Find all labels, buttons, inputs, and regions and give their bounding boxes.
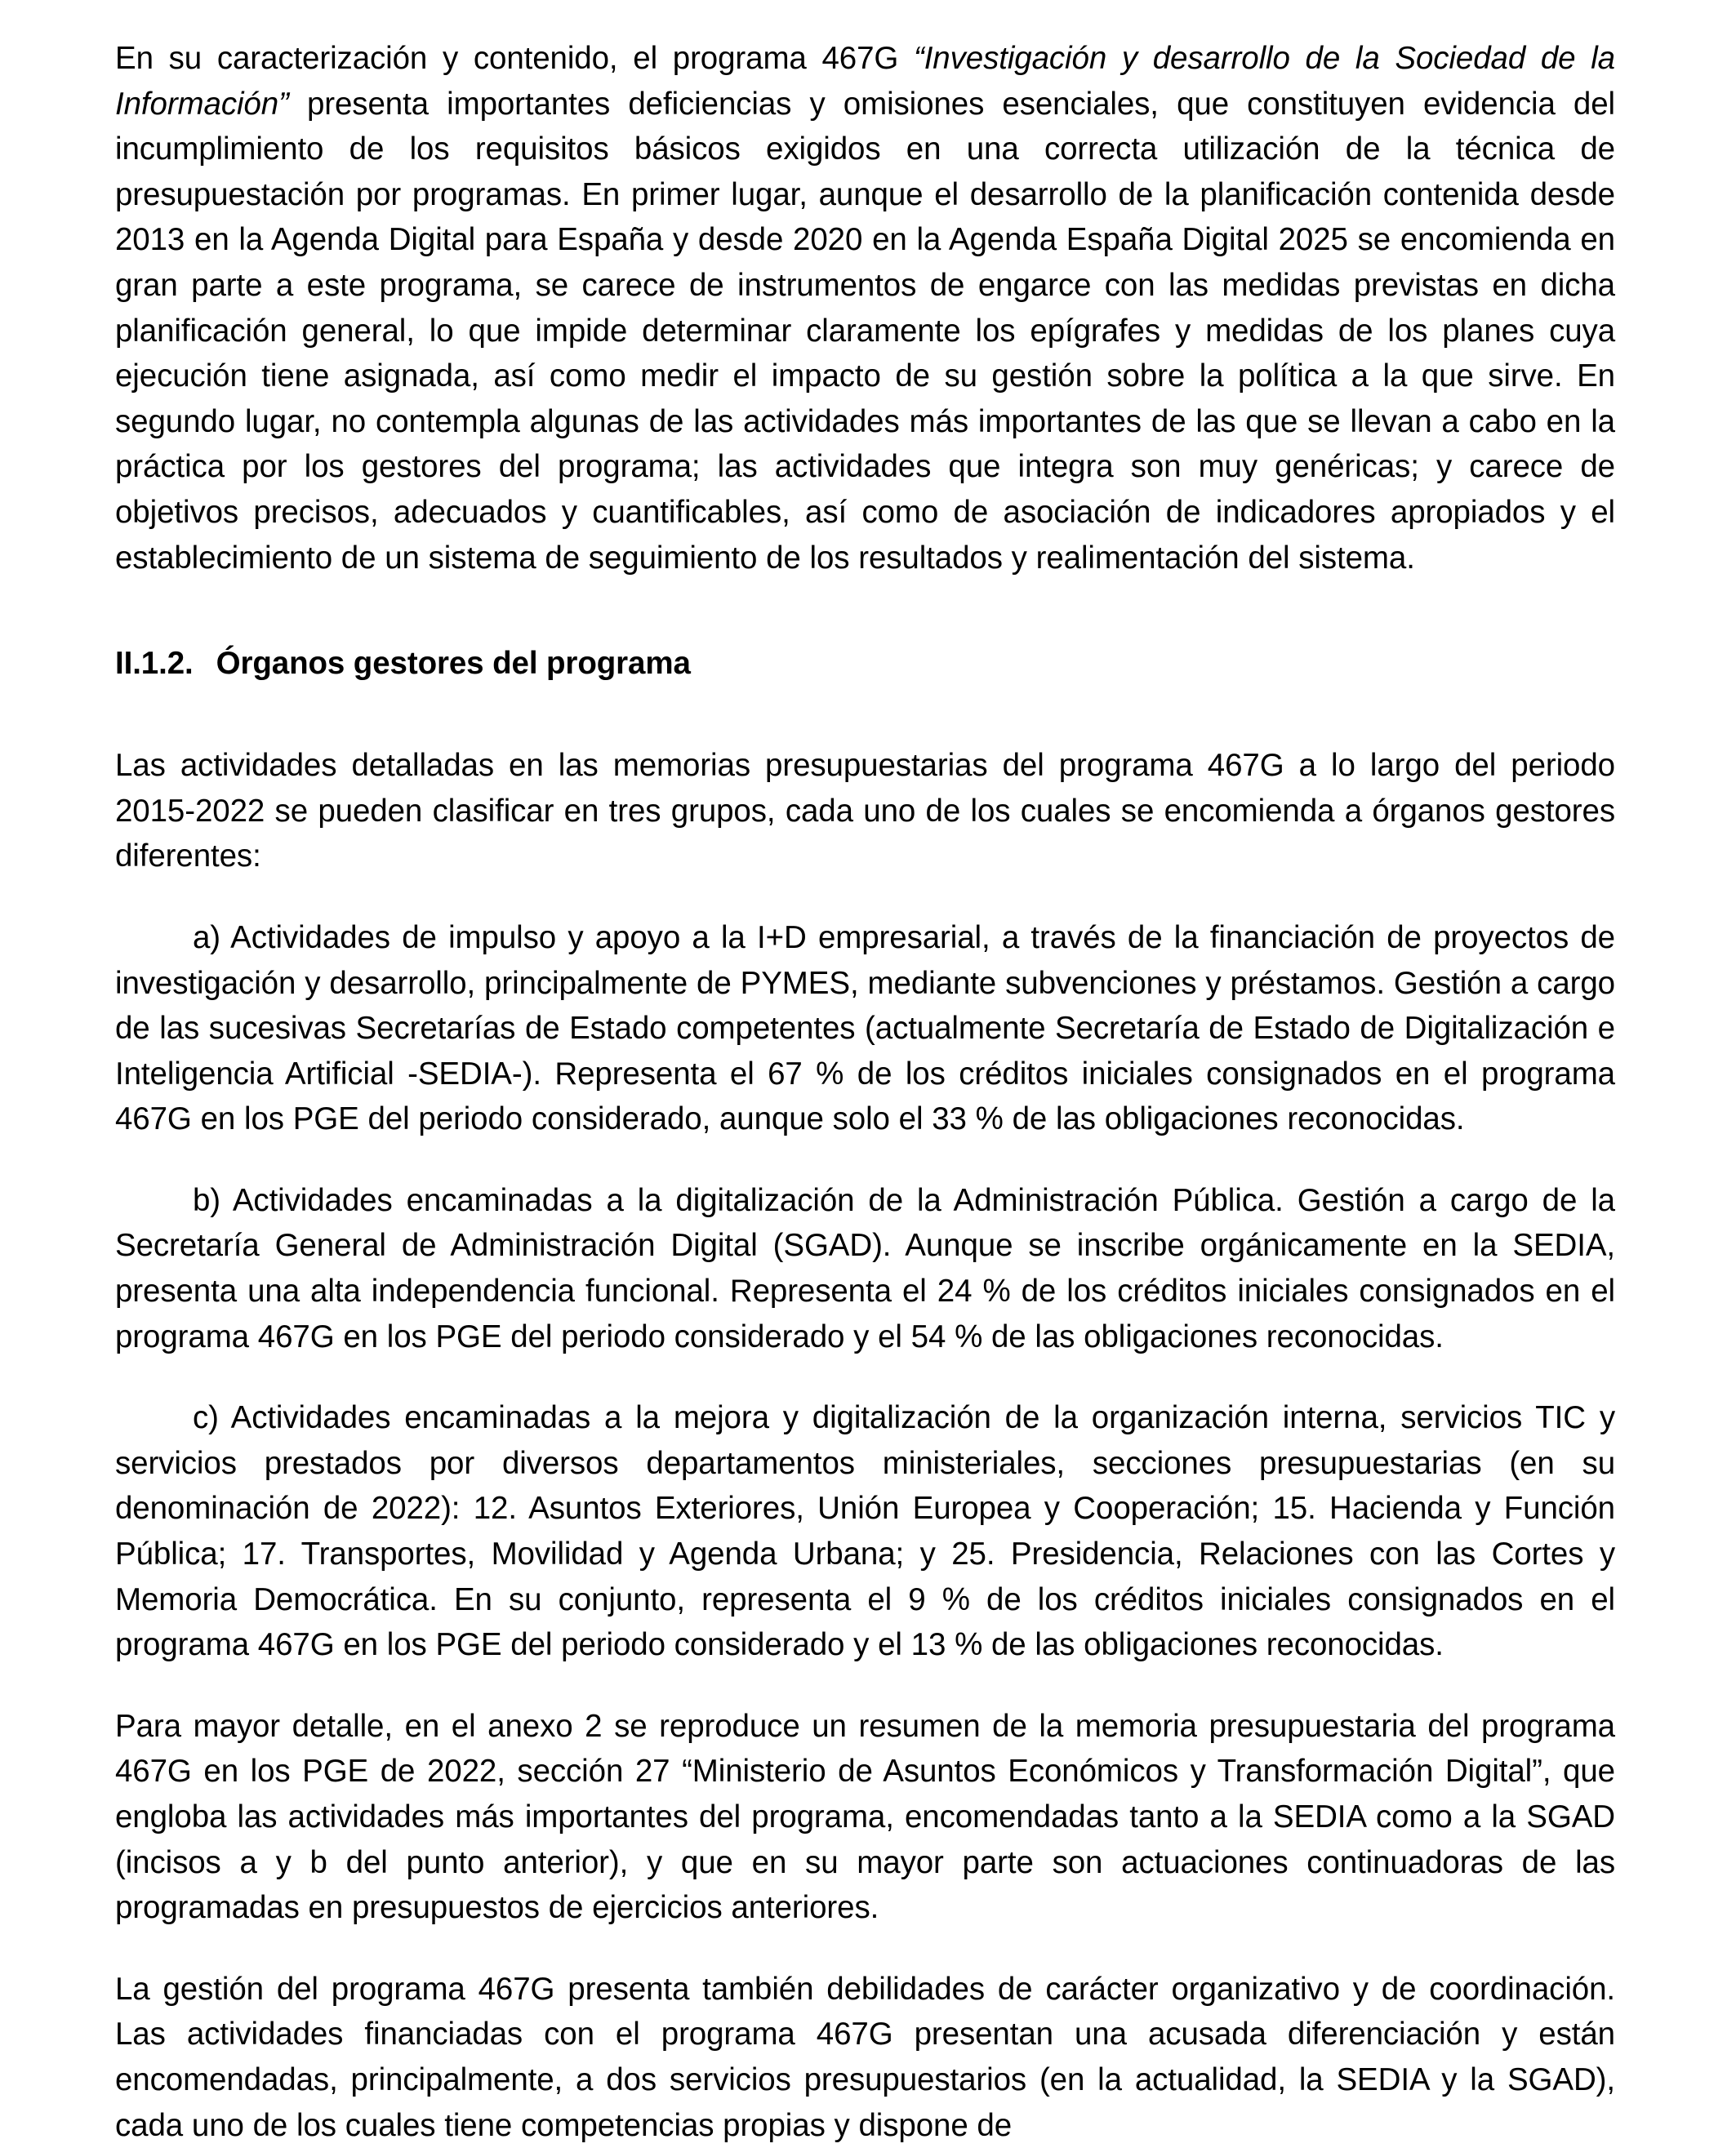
paragraph-item-b: b) Actividades encaminadas a la digitalización de la Administración Pública. Gestión a cargo de la Secretaría General de Administración Digital (SGAD). Aunque se inscribe orgánicamente en la SEDIA, presenta una alta independencia funcional. Representa el 24 % de los créditos iniciales consignados en el programa 467G en los PGE del periodo considerado y el 54 % de las obligaciones reconocidas.	[115, 1182, 1615, 1354]
intro-text-part-1: En su caracterización y contenido, el programa 467G	[115, 41, 914, 76]
paragraph-item-c: c) Actividades encaminadas a la mejora y digitalización de la organización interna, servicios TIC y servicios prestados por diversos departamentos ministeriales, secciones presupuestarias (en su denominación de 2022): 12. Asuntos Exteriores, Unión Europea y Cooperación; 15. Hacienda y Función Pública; 17. Transportes, Movilidad y Agenda Urbana; y 25. Presidencia, Relaciones con las Cortes y Memoria Democrática. En su conjunto, representa el 9 % de los créditos iniciales consignados en el programa 467G en los PGE del periodo considerado y el 13 % de las obligaciones reconocidas.	[115, 1400, 1615, 1663]
paragraph-gestion: La gestión del programa 467G presenta también debilidades de carácter organizativo y de coordinación. Las actividades financiadas con el programa 467G presentan una acusada diferenciación y están encomendadas, principalmente, a dos servicios presupuestarios (en la actualidad, la SEDIA y la SGAD), cada uno de los cuales tiene competencias propias y dispone de	[115, 1971, 1615, 2143]
program-title-italic: “Investigación y desarrollo de la Sociedad de la Información”	[115, 41, 1615, 122]
paragraph-anexo: Para mayor detalle, en el anexo 2 se reproduce un resumen de la memoria presupuestaria del programa 467G en los PGE de 2022, sección 27 “Ministerio de Asuntos Económicos y Transformación Digital”, que engloba las actividades más importantes del programa, encomendadas tanto a la SEDIA como a la SGAD (incisos a y b del punto anterior), y que en su mayor parte son actuaciones continuadoras de las programadas en presupuestos de ejercicios anteriores.	[115, 1708, 1615, 1926]
section-heading-number: II.1.2.	[115, 646, 194, 682]
intro-text-part-2: presenta importantes deficiencias y omisiones esenciales, que constituyen evidencia del incumplimiento de los requisitos básicos exigidos en una correcta utilización de la técnica de presupuestación por programas. En primer lugar, aunque el desarrollo de la planificación contenida desde 2013 en la Agenda Digital para España y desde 2020 en la Agenda España Digital 2025 se encomienda en gran parte a este programa, se carece de instrumentos de engarce con las medidas previstas en dicha planificación general, lo que impide determinar claramente los epígrafes y medidas de los planes cuya ejecución tiene asignada, así como medir el impacto de su gestión sobre la política a la que sirve. En segundo lugar, no contempla algunas de las actividades más importantes de las que se llevan a cabo en la práctica por los gestores del programa; las actividades que integra son muy genéricas; y carece de objetivos precisos, adecuados y cuantificables, así como de asociación de indicadores apropiados y el establecimiento de un sistema de seguimiento de los resultados y realimentación del sistema.	[115, 86, 1615, 576]
paragraph-intro	[115, 36, 1615, 580]
paragraph-item-a: a) Actividades de impulso y apoyo a la I+D empresarial, a través de la financiación de proyectos de investigación y desarrollo, principalmente de PYMES, mediante subvenciones y préstamos. Gestión a cargo de las sucesivas Secretarías de Estado competentes (actualmente Secretaría de Estado de Digitalización e Inteligencia Artificial -SEDIA-). Representa el 67 % de los créditos iniciales consignados en el programa 467G en los PGE del periodo considerado, aunque solo el 33 % de las obligaciones reconocidas.	[115, 919, 1615, 1137]
section-heading-title: Órganos gestores del programa	[216, 646, 691, 682]
section-heading	[115, 643, 1615, 684]
paragraph-after-heading: Las actividades detalladas en las memorias presupuestarias del programa 467G a lo largo del periodo 2015-2022 se pueden clasificar en tres grupos, cada uno de los cuales se encomienda a órganos gestores diferentes:	[115, 748, 1615, 874]
